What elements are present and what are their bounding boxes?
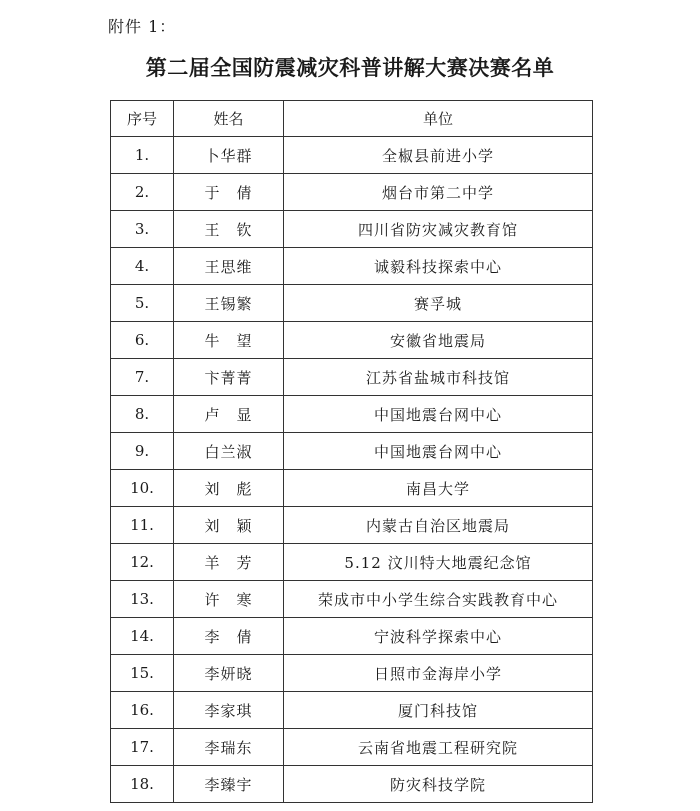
- row-number: 16.: [111, 692, 174, 729]
- row-unit: 四川省防灾减灾教育馆: [284, 211, 593, 248]
- table-row: [111, 581, 593, 618]
- table-row: [111, 507, 593, 544]
- row-number: 15.: [111, 655, 174, 692]
- table-row: [111, 729, 593, 766]
- table-row: [111, 618, 593, 655]
- row-name: 白兰淑: [174, 433, 284, 470]
- row-name: 李瑞东: [174, 729, 284, 766]
- row-number: 4.: [111, 248, 174, 285]
- row-name: 李臻宇: [174, 766, 284, 803]
- row-number: 14.: [111, 618, 174, 655]
- row-unit: 日照市金海岸小学: [284, 655, 593, 692]
- column-header-name: 姓名: [174, 101, 284, 137]
- row-number: 2.: [111, 174, 174, 211]
- table-row: [111, 359, 593, 396]
- row-name: 许 寒: [174, 581, 284, 618]
- row-name: 卞菁菁: [174, 359, 284, 396]
- row-unit: 中国地震台网中心: [284, 433, 593, 470]
- table-row: [111, 470, 593, 507]
- row-unit: 全椒县前进小学: [284, 137, 593, 174]
- row-name: 李家琪: [174, 692, 284, 729]
- row-unit: 南昌大学: [284, 470, 593, 507]
- row-unit: 荣成市中小学生综合实践教育中心: [284, 581, 593, 618]
- row-unit: 5.12 汶川特大地震纪念馆: [284, 544, 593, 581]
- row-unit: 内蒙古自治区地震局: [284, 507, 593, 544]
- row-unit: 云南省地震工程研究院: [284, 729, 593, 766]
- table-row: [111, 433, 593, 470]
- row-number: 12.: [111, 544, 174, 581]
- column-header-unit: 单位: [284, 101, 593, 137]
- row-number: 17.: [111, 729, 174, 766]
- row-name: 于 倩: [174, 174, 284, 211]
- row-unit: 中国地震台网中心: [284, 396, 593, 433]
- row-number: 3.: [111, 211, 174, 248]
- table-row: [111, 655, 593, 692]
- row-number: 11.: [111, 507, 174, 544]
- table-row: [111, 692, 593, 729]
- table-header-row: [111, 101, 593, 137]
- row-name: 牛 望: [174, 322, 284, 359]
- row-number: 10.: [111, 470, 174, 507]
- row-number: 6.: [111, 322, 174, 359]
- table-row: [111, 322, 593, 359]
- row-unit: 安徽省地震局: [284, 322, 593, 359]
- table-row: [111, 285, 593, 322]
- row-name: 刘 颖: [174, 507, 284, 544]
- table-row: [111, 211, 593, 248]
- table-row: [111, 396, 593, 433]
- row-unit: 防灾科技学院: [284, 766, 593, 803]
- row-unit: 诚毅科技探索中心: [284, 248, 593, 285]
- row-name: 羊 芳: [174, 544, 284, 581]
- row-number: 9.: [111, 433, 174, 470]
- row-unit: 烟台市第二中学: [284, 174, 593, 211]
- row-name: 王 钦: [174, 211, 284, 248]
- row-number: 8.: [111, 396, 174, 433]
- row-number: 7.: [111, 359, 174, 396]
- row-name: 王思维: [174, 248, 284, 285]
- row-name: 卢 显: [174, 396, 284, 433]
- table-row: [111, 248, 593, 285]
- row-unit: 宁波科学探索中心: [284, 618, 593, 655]
- row-name: 李妍晓: [174, 655, 284, 692]
- row-unit: 赛孚城: [284, 285, 593, 322]
- row-unit: 江苏省盐城市科技馆: [284, 359, 593, 396]
- row-number: 5.: [111, 285, 174, 322]
- table-row: [111, 174, 593, 211]
- row-number: 1.: [111, 137, 174, 174]
- table-row: [111, 137, 593, 174]
- row-name: 卜华群: [174, 137, 284, 174]
- row-unit: 厦门科技馆: [284, 692, 593, 729]
- row-number: 18.: [111, 766, 174, 803]
- column-header-number: 序号: [111, 101, 174, 137]
- row-name: 李 倩: [174, 618, 284, 655]
- row-name: 刘 彪: [174, 470, 284, 507]
- row-name: 王锡繁: [174, 285, 284, 322]
- row-number: 13.: [111, 581, 174, 618]
- table-row: [111, 544, 593, 581]
- finalist-table: [110, 100, 593, 803]
- document-title: 第二届全国防震减灾科普讲解大赛决赛名单: [145, 56, 555, 80]
- attachment-label: 附件 1：: [108, 17, 177, 36]
- table-row: [111, 766, 593, 803]
